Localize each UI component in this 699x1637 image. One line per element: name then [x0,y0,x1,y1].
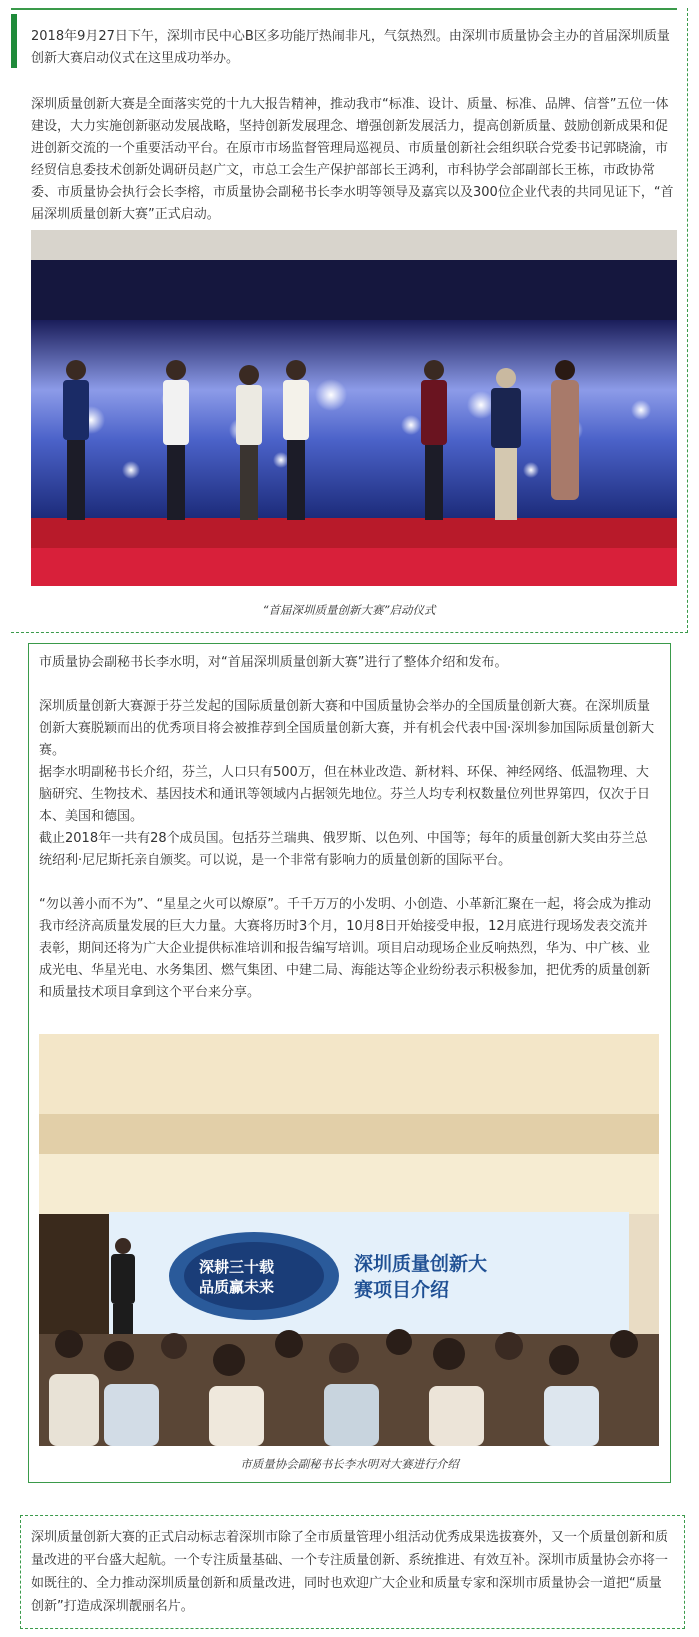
conclusion-paragraph: 深圳质量创新大赛的正式启动标志着深圳市除了全市质量管理小组活动优秀成果选拔赛外，又一个质量创新和质量改进的平台盛大起航。一个专注质量基础、一个专注质量创新、系统推进、有效互补。深圳市质量协会亦将一如既往的、全力推动深圳质量创新和质量改进，同时也欢迎广大企业和质量专家和深圳市质量协会一道把“质量创新”打造成深圳靓丽名片。 [31,1530,669,1614]
intro-paragraph: 2018年9月27日下午，深圳市民中心B区多功能厅热闹非凡，气氛热烈。由深圳市质量协会主办的首届深圳质量创新大赛启动仪式在这里成功举办。 [31,29,670,66]
section-introduction [28,643,671,1483]
intro-speaker-paragraph: 市质量协会副秘书长李水明，对“首届深圳质量创新大赛”进行了整体介绍和发布。 [39,655,508,670]
launch-photo-caption: “首届深圳质量创新大赛”启动仪式 [262,603,436,617]
slide-left-line1: 深耕三十载 [199,1258,275,1276]
speaker [111,1254,135,1304]
section-conclusion [20,1515,685,1629]
presentation-photo-caption: 市质量协会副秘书长李水明对大赛进行介绍 [240,1457,459,1471]
top-divider [11,8,677,10]
slide-right-line1: 深圳质量创新大 [354,1253,488,1275]
schedule-paragraph: “勿以善小而不为”、“星星之火可以燎原”。千千万万的小发明、小创造、小革新汇聚在一起，将会成为推动我市经济高质量发展的巨大力量。大赛将历时3个月，10月8日开始接受申报，12月底进行现场发表交流并表彰，期间还将为广大企业提供标准培训和报告编写培训。项目启动现场企业反响热烈，华为、中广核、业成光电、华星光电、水务集团、燃气集团、中建二局、海能达等企业纷纷表示积极参加，把优秀的质量创新和质量技术项目拿到这个平台来分享。 [39,897,651,1000]
origin-paragraph: 深圳质量创新大赛源于芬兰发起的国际质量创新大赛和中国质量协会举办的全国质量创新大赛。在深圳质量创新大赛脱颖而出的优秀项目将会被推荐到全国质量创新大赛，并有机会代表中国·深圳参加国际质量创新大赛。 [39,699,655,758]
presentation-photo [39,1034,659,1446]
slide-left-line2: 品质赢未来 [199,1278,275,1296]
audience [39,1329,659,1446]
finland-paragraph: 据李水明副秘书长介绍，芬兰，人口只有500万，但在林业改造、新材料、环保、神经网络、低温物理、大脑研究、生物技术、基因技术和通讯等领域内占据领先地位。芬兰人均专利权数量位列世界第四，仅次于日本、美国和德国。 [39,765,651,824]
section-launch [11,8,688,633]
overview-paragraph: 深圳质量创新大赛是全面落实党的十九大报告精神，推动我市“标准、设计、质量、标准、品牌、信誉”五位一体建设，大力实施创新驱动发展战略，坚持创新发展理念、增强创新发展活力，提高创新质量、鼓励创新成果和促进创新交流的一个重要活动平台。在原市市场监督管理局巡视员、市质量创新社会组织联合党委书记郭晓渝，市经贸信息委技术创新处调研员赵广文，市总工会生产保护部部长王鸿利，市科协学会部副部长王栋，市政协常委、市质量协会执行会长李榕，市质量协会副秘书长李水明等领导及嘉宾以及300位企业代表的共同见证下，“首届深圳质量创新大赛”正式启动。 [31,97,674,222]
presentation-illustration [39,1034,659,1446]
slide-right-line2: 赛项目介绍 [354,1279,450,1301]
launch-ceremony-photo [31,230,677,586]
launch-ceremony-illustration [31,230,677,586]
members-paragraph: 截止2018年一共有28个成员国。包括芬兰瑞典、俄罗斯、以色列、中国等；每年的质量创新大奖由芬兰总统绍利·尼尼斯托亲自颁奖。可以说，是一个非常有影响力的质量创新的国际平台。 [39,831,648,868]
accent-bar [11,14,17,68]
